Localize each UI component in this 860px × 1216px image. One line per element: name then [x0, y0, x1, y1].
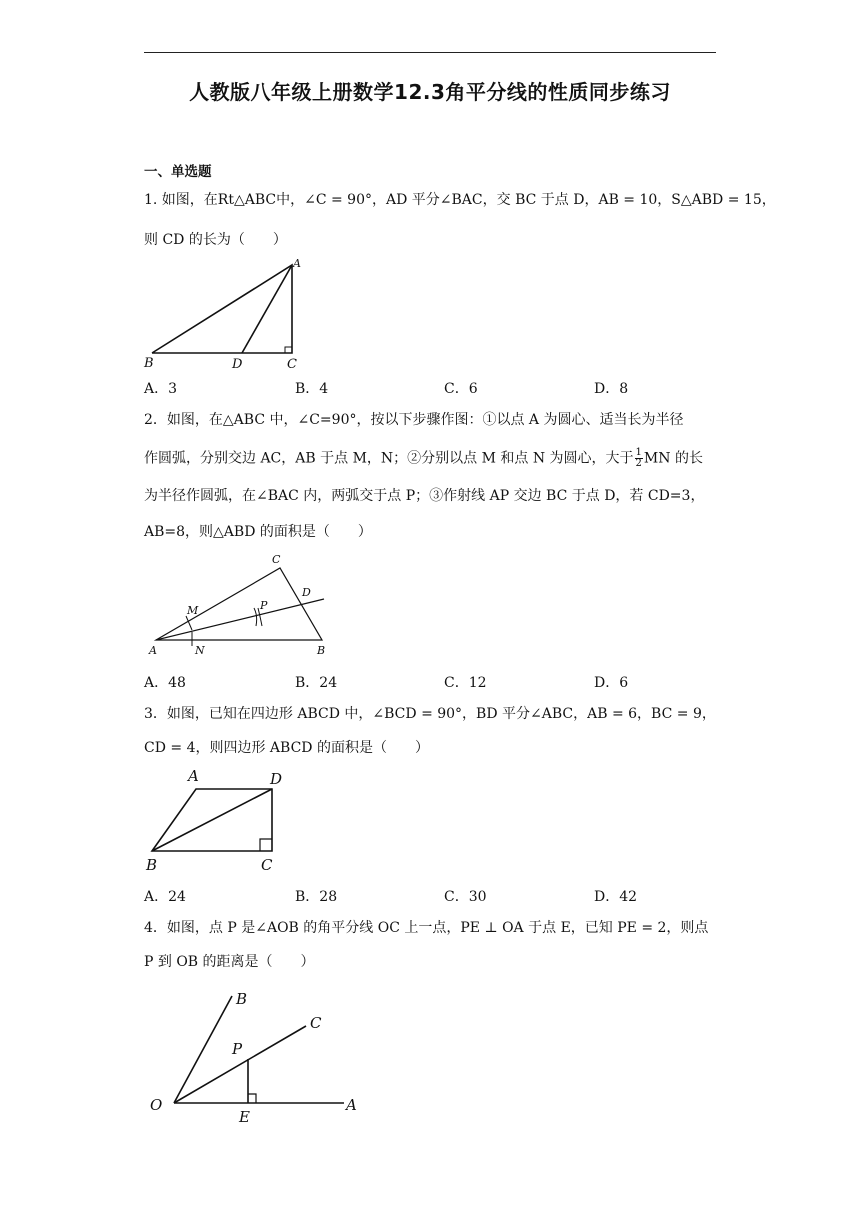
q1-text-line1: 1. 如图，在Rt△ABC中，∠C = 90°，AD 平分∠BAC，交 BC 于点 D，AB = 10，S△ABD = 15， — [144, 192, 776, 208]
q2-option-a[interactable]: A．48 — [144, 675, 186, 691]
q4-right-angle-mark — [248, 1094, 256, 1103]
q4-label-a: A — [346, 1096, 357, 1114]
q3-label-c: C — [261, 856, 273, 874]
q2-option-d[interactable]: D．6 — [594, 675, 629, 691]
q1-label-c: C — [287, 357, 297, 372]
q2-text-line2b: MN 的长 — [643, 450, 703, 467]
q2-text-line2a: 作圆弧，分别交边 AC，AB 于点 M，N；②分别以点 M 和点 N 为圆心，大于 — [144, 450, 634, 467]
q2-label-m: M — [187, 604, 199, 617]
q2-figure — [140, 552, 340, 660]
q3-label-d: D — [270, 770, 283, 788]
q2-label-c: C — [272, 553, 281, 566]
q1-option-c[interactable]: C．6 — [444, 381, 478, 397]
q2-label-b: B — [317, 644, 326, 657]
q3-option-a[interactable]: A．24 — [144, 889, 186, 905]
q4-label-p: P — [232, 1040, 243, 1058]
q2-label-p: P — [260, 599, 268, 612]
document-title: 人教版八年级上册数学12.3角平分线的性质同步练习 — [189, 80, 671, 104]
q2-triangle — [156, 568, 322, 640]
q1-label-d: D — [232, 357, 243, 372]
q1-triangle — [152, 265, 292, 353]
q2-label-a: A — [149, 644, 157, 657]
q1-option-b[interactable]: B．4 — [295, 381, 329, 397]
q1-option-d[interactable]: D．8 — [594, 381, 629, 397]
q3-label-a: A — [188, 767, 199, 785]
q3-right-angle-mark — [260, 839, 272, 851]
q3-figure — [140, 764, 300, 876]
q4-figure — [140, 988, 380, 1128]
q4-ray-oc — [174, 1026, 306, 1103]
q4-text-line1: 4．如图，点 P 是∠AOB 的角平分线 OC 上一点，PE ⊥ OA 于点 E，已知 PE = 2，则点 — [144, 920, 709, 936]
q3-diagonal-bd — [152, 789, 272, 851]
q2-option-c[interactable]: C．12 — [444, 675, 487, 691]
q4-label-e: E — [239, 1108, 250, 1126]
q2-text-line3: 为半径作圆弧，在∠BAC 内，两弧交于点 P；③作射线 AP 交边 BC 于点 D，若 CD=3， — [144, 488, 705, 504]
q1-text-line2: 则 CD 的长为（ ） — [144, 232, 287, 248]
q1-option-a[interactable]: A．3 — [144, 381, 178, 397]
q2-fraction-half: $\frac{1}{2}$ — [635, 447, 642, 469]
q4-text-line2: P 到 OB 的距离是（ ） — [144, 954, 315, 970]
q1-figure — [140, 256, 310, 372]
q2-text-line4: AB=8，则△ABD 的面积是（ ） — [144, 524, 372, 540]
q2-text-line1: 2．如图，在△ABC 中，∠C=90°，按以下步骤作图：①以点 A 为圆心、适当长为半径 — [144, 412, 684, 428]
q3-text-line1: 3．如图，已知在四边形 ABCD 中，∠BCD = 90°，BD 平分∠ABC，AB = 6，BC = 9， — [144, 706, 716, 722]
q1-bisector-ad — [242, 265, 292, 353]
q2-label-d: D — [302, 586, 311, 599]
q2-arc-p1 — [254, 608, 257, 626]
q3-label-b: B — [146, 856, 158, 874]
header-rule — [144, 52, 716, 53]
q4-label-c: C — [310, 1014, 322, 1032]
q1-label-a: A — [293, 257, 301, 270]
q4-label-b: B — [236, 990, 248, 1008]
q3-text-line2: CD = 4，则四边形 ABCD 的面积是（ ） — [144, 740, 429, 756]
q1-right-angle-mark — [285, 347, 292, 353]
q3-option-b[interactable]: B．28 — [295, 889, 338, 905]
q1-label-b: B — [144, 356, 154, 371]
q2-arc-mark-m — [186, 616, 192, 630]
q2-ray-ap — [156, 599, 324, 640]
q2-label-n: N — [195, 644, 205, 657]
q4-label-o: O — [150, 1096, 163, 1114]
q3-option-c[interactable]: C．30 — [444, 889, 487, 905]
q2-text-line2 — [144, 448, 703, 469]
section-title: 一、单选题 — [144, 164, 212, 180]
q3-option-d[interactable]: D．42 — [594, 889, 638, 905]
q2-option-b[interactable]: B．24 — [295, 675, 338, 691]
